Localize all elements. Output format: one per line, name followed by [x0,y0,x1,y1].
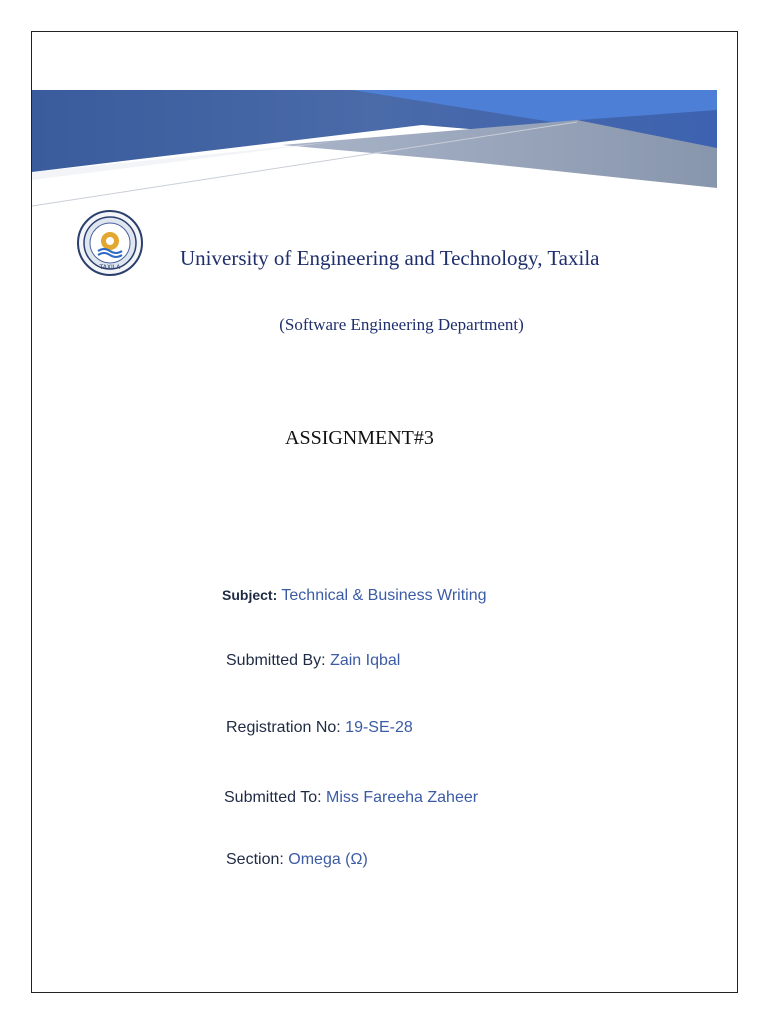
registration-label: Registration No: [226,719,341,736]
department-subtitle: (Software Engineering Department) [279,315,524,334]
submitted-to-label: Submitted To: [224,789,322,806]
subject-label: Subject: [222,587,278,603]
subject-value: Technical & Business Writing [281,587,487,604]
submitted-to-line [224,789,478,807]
university-title: University of Engineering and Technology, Taxila [180,246,600,270]
university-seal-icon [76,209,144,277]
registration-value: 19-SE-28 [345,719,413,736]
section-label: Section: [226,851,284,868]
submitted-by-value: Zain Iqbal [330,652,401,669]
registration-line [226,719,413,737]
submitted-by-line [226,652,400,670]
submitted-to-value: Miss Fareeha Zaheer [326,789,479,806]
submitted-by-label: Submitted By: [226,652,326,669]
header-banner [32,90,717,212]
svg-text:TAXILA: TAXILA [99,264,121,271]
section-value: Omega (Ω) [288,851,368,868]
assignment-title: ASSIGNMENT#3 [285,427,434,449]
section-line [226,851,368,869]
subject-line [222,587,487,605]
